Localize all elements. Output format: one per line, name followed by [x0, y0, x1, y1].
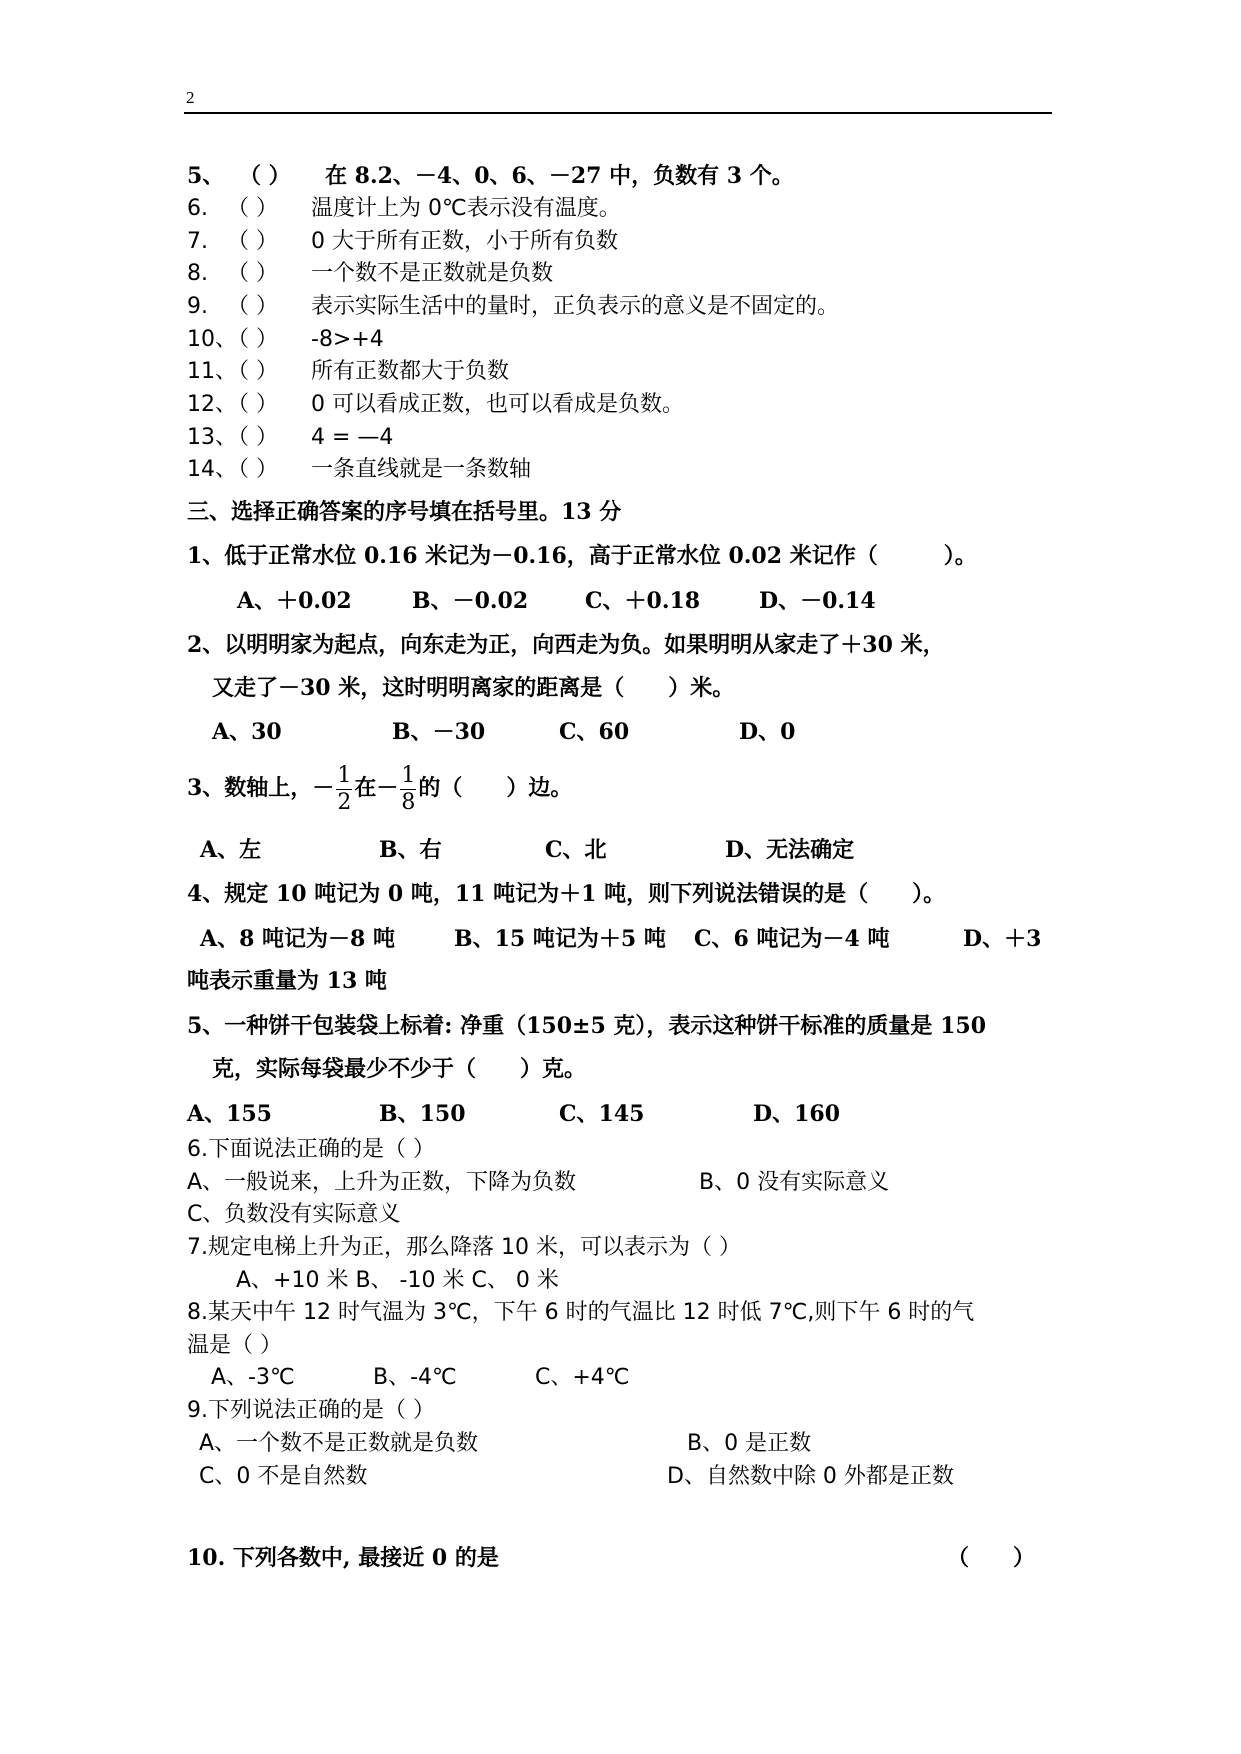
section-title: 三、选择正确答案的序号填在括号里。13 分 [187, 499, 622, 525]
option-c: C、北 [545, 837, 607, 863]
tf-number: 6. [187, 196, 208, 221]
option-d: D、自然数中除 0 外都是正数 [667, 1464, 954, 1489]
option-c: C、+4℃ [535, 1365, 630, 1390]
option-b: B、-4℃ [373, 1365, 457, 1390]
option-b: B、150 [379, 1101, 466, 1127]
option-c: C、＋0.18 [585, 588, 701, 614]
option-a: A、一般说来，上升为正数，下降为负数 [187, 1170, 577, 1195]
option-b: B、－0.02 [412, 588, 529, 614]
answer-paren: （ ） [227, 261, 278, 286]
question-9: 9.下列说法正确的是（ ） [187, 1398, 435, 1423]
question-6-option-c: C、负数没有实际意义 [187, 1202, 401, 1227]
option-a: A、＋0.02 [237, 588, 352, 614]
tf-text: 表示实际生活中的量时，正负表示的意义是不固定的。 [311, 294, 840, 319]
tf-text: 4 = —4 [311, 425, 394, 450]
tf-number: 14、 [187, 457, 237, 482]
option-d: D、＋3 [963, 926, 1042, 952]
tf-text: 一个数不是正数就是负数 [311, 261, 554, 286]
tf-text: 0 大于所有正数，小于所有负数 [311, 229, 618, 254]
option-d: D、无法确定 [725, 837, 855, 863]
question-2-line1: 2、以明明家为起点，向东走为正，向西走为负。如果明明从家走了＋30 米， [187, 632, 945, 658]
tf-text: 0 可以看成正数，也可以看成是负数。 [311, 392, 684, 417]
option-b: B、－30 [392, 719, 486, 745]
fraction-half [336, 763, 352, 816]
tf-number: 10、 [187, 327, 237, 352]
question-4-continuation: 吨表示重量为 13 吨 [187, 968, 387, 994]
question-5-line2: 克，实际每袋最少不少于（ ）克。 [212, 1056, 587, 1082]
tf-number: 13、 [187, 425, 237, 450]
option-d: D、0 [739, 719, 796, 745]
question-3 [187, 760, 572, 816]
answer-paren: （ ） [947, 1545, 1036, 1571]
fraction-eighth [400, 763, 416, 816]
option-b: B、0 是正数 [687, 1431, 812, 1456]
option-a: A、155 [187, 1101, 272, 1127]
option-c: C、145 [559, 1101, 645, 1127]
option-a: A、30 [212, 719, 282, 745]
question-3-prefix: 3、数轴上，－ [187, 775, 335, 801]
question-2-line2: 又走了－30 米，这时明明离家的距离是（ ）米。 [212, 675, 735, 701]
option-a: A、一个数不是正数就是负数 [199, 1431, 479, 1456]
answer-paren: （ ） [227, 294, 278, 319]
option-b: B、右 [379, 837, 442, 863]
tf-number: 12、 [187, 392, 237, 417]
question-7: 7.规定电梯上升为正，那么降落 10 米，可以表示为（ ） [187, 1235, 741, 1260]
tf-number: 8. [187, 261, 208, 286]
option-a: A、-3℃ [211, 1365, 295, 1390]
question-1: 1、低于正常水位 0.16 米记为－0.16，高于正常水位 0.02 米记作（ ）。 [187, 543, 977, 569]
option-c: C、0 不是自然数 [199, 1464, 368, 1489]
answer-paren: （ ） [227, 425, 278, 450]
question-4: 4、规定 10 吨记为 0 吨，11 吨记为＋1 吨，则下列说法错误的是（ ）。 [187, 881, 946, 907]
option-b: B、0 没有实际意义 [699, 1170, 890, 1195]
option-c: C、6 吨记为－4 吨 [694, 926, 890, 952]
header-rule [184, 112, 1052, 114]
fraction-numerator: 1 [401, 762, 416, 788]
option-b: B、15 吨记为＋5 吨 [454, 926, 666, 952]
question-5-line1: 5、一种饼干包装袋上标着: 净重（150±5 克），表示这种饼干标准的质量是 150 [187, 1013, 986, 1039]
tf-text: 温度计上为 0℃表示没有温度。 [311, 196, 621, 221]
fraction-denominator: 8 [401, 789, 416, 815]
option-a: A、8 吨记为－8 吨 [200, 926, 396, 952]
question-6: 6.下面说法正确的是（ ） [187, 1137, 435, 1162]
answer-paren: （ ） [239, 163, 291, 189]
answer-paren: （ ） [227, 392, 278, 417]
tf-number: 5、 [187, 163, 225, 189]
answer-paren: （ ） [227, 327, 278, 352]
question-3-mid: 在－ [354, 775, 399, 801]
tf-number: 9. [187, 294, 208, 319]
option-d: D、160 [753, 1101, 841, 1127]
question-10-text: 10. 下列各数中, 最接近 0 的是 [187, 1545, 499, 1571]
answer-paren: （ ） [227, 196, 278, 221]
option-c: C、60 [559, 719, 630, 745]
question-8-line2: 温是（ ） [187, 1333, 282, 1358]
tf-text: 所有正数都大于负数 [311, 359, 510, 384]
option-d: D、－0.14 [759, 588, 876, 614]
tf-number: 7. [187, 229, 208, 254]
tf-text: 在 8.2、－4、0、6、－27 中，负数有 3 个。 [325, 163, 794, 189]
question-8-line1: 8.某天中午 12 时气温为 3℃，下午 6 时的气温比 12 时低 7℃,则下午 6 时的气 [187, 1300, 975, 1325]
question-7-options: A、+10 米 B、 -10 米 C、 0 米 [236, 1268, 559, 1293]
tf-text: -8>+4 [311, 327, 384, 352]
answer-paren: （ ） [227, 359, 278, 384]
page-number: 2 [186, 88, 195, 107]
option-a: A、左 [200, 837, 262, 863]
tf-text: 一条直线就是一条数轴 [311, 457, 532, 482]
answer-paren: （ ） [227, 457, 278, 482]
fraction-numerator: 1 [337, 762, 352, 788]
question-3-suffix: 的（ ）边。 [418, 775, 573, 801]
fraction-denominator: 2 [337, 789, 352, 815]
answer-paren: （ ） [227, 229, 278, 254]
tf-number: 11、 [187, 359, 237, 384]
